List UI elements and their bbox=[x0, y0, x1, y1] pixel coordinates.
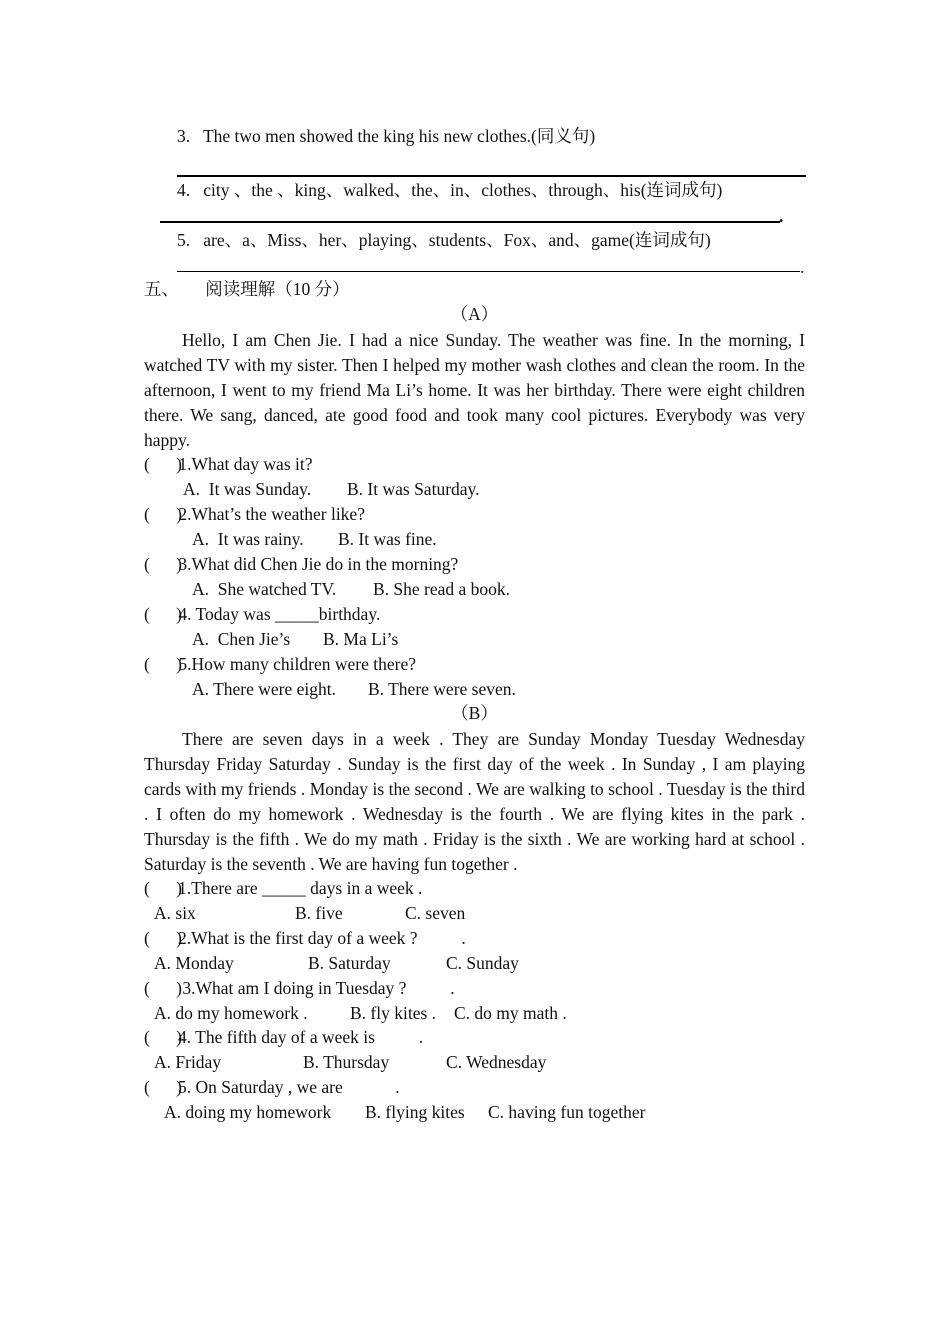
option-b[interactable]: B. There were seven. bbox=[368, 679, 516, 699]
b-options-2 bbox=[154, 952, 519, 974]
answer-blank[interactable]: ( ) bbox=[144, 454, 182, 474]
b-question-3 bbox=[144, 977, 455, 999]
option-a[interactable]: A. doing my homework bbox=[164, 1102, 332, 1122]
section-heading bbox=[144, 278, 350, 300]
q5-period: . bbox=[800, 257, 805, 277]
option-b[interactable]: B. Ma Li’s bbox=[323, 629, 399, 649]
b-options-1 bbox=[154, 902, 465, 924]
question-text: 3.What am I doing in Tuesday ? . bbox=[178, 978, 455, 998]
option-c[interactable]: C. having fun together bbox=[488, 1102, 646, 1122]
option-c[interactable]: C. Sunday bbox=[446, 953, 519, 973]
option-a[interactable]: A. Monday bbox=[154, 953, 234, 973]
option-b[interactable]: B. It was fine. bbox=[338, 529, 437, 549]
option-a[interactable]: A. six bbox=[154, 903, 196, 923]
option-a[interactable]: A. It was Sunday. bbox=[183, 479, 312, 499]
section-label: 五、 bbox=[144, 279, 179, 299]
answer-blank[interactable]: ( ) bbox=[144, 654, 182, 674]
q4-period: . bbox=[779, 206, 784, 226]
option-b[interactable]: B. Thursday bbox=[303, 1052, 390, 1072]
part-a-heading: （A） bbox=[450, 304, 499, 324]
rewrite-q5 bbox=[177, 229, 711, 251]
a-options-2 bbox=[192, 528, 437, 550]
a-question-4 bbox=[144, 603, 380, 625]
answer-blank[interactable]: ( ) bbox=[144, 1077, 182, 1097]
option-b[interactable]: B. It was Saturday. bbox=[347, 479, 480, 499]
a-options-1 bbox=[183, 478, 480, 500]
option-a[interactable]: A. Friday bbox=[154, 1052, 222, 1072]
b-question-4 bbox=[144, 1026, 423, 1048]
a-options-4 bbox=[192, 628, 398, 650]
part-b-heading: （B） bbox=[451, 703, 498, 723]
b-question-5 bbox=[144, 1076, 400, 1098]
b-options-5 bbox=[164, 1101, 645, 1123]
option-b[interactable]: B. fly kites . bbox=[350, 1003, 437, 1023]
b-options-4 bbox=[154, 1051, 546, 1073]
part-b-passage: There are seven days in a week . They are Sunday Monday Tuesday Wednesday Thursday Friday Saturday . Sunday is the first day of the week . In Sunday , I am playing cards with my friends . Monday is the second . We are walking to school . Tuesday is the third . I often do my homework . Wednesday is the fourth . We are flying kites in the park . Thursday is the fifth . We do my math . Friday is the sixth . We are working hard at school . Saturday is the seventh . We are having fun together . bbox=[144, 729, 805, 874]
option-c[interactable]: C. seven bbox=[405, 903, 466, 923]
question-text: 5.How many children were there? bbox=[174, 654, 416, 674]
answer-blank[interactable]: ( ) bbox=[144, 928, 182, 948]
b-question-1 bbox=[144, 877, 422, 899]
option-b[interactable]: B. five bbox=[295, 903, 343, 923]
q5-answer-line[interactable] bbox=[177, 271, 800, 272]
question-text: 2.What’s the weather like? bbox=[174, 504, 365, 524]
option-a[interactable]: A. It was rainy. bbox=[192, 529, 304, 549]
option-a[interactable]: A. There were eight. bbox=[192, 679, 336, 699]
option-a[interactable]: A. do my homework . bbox=[154, 1003, 308, 1023]
question-text: 1.What day was it? bbox=[174, 454, 313, 474]
option-a[interactable]: A. Chen Jie’s bbox=[192, 629, 291, 649]
answer-blank[interactable]: ( ) bbox=[144, 878, 182, 898]
option-c[interactable]: C. do my math . bbox=[454, 1003, 567, 1023]
answer-blank[interactable]: ( ) bbox=[144, 504, 182, 524]
answer-blank[interactable]: ( ) bbox=[144, 978, 182, 998]
b-question-2 bbox=[144, 927, 466, 949]
q3-answer-line[interactable] bbox=[177, 175, 806, 177]
b-options-3 bbox=[154, 1002, 567, 1024]
a-question-1 bbox=[144, 453, 313, 475]
a-options-5 bbox=[192, 678, 516, 700]
a-options-3 bbox=[192, 578, 510, 600]
option-a[interactable]: A. She watched TV. bbox=[192, 579, 337, 599]
question-text: 3.What did Chen Jie do in the morning? bbox=[174, 554, 459, 574]
option-b[interactable]: B. flying kites bbox=[365, 1102, 465, 1122]
answer-blank[interactable]: ( ) bbox=[144, 1027, 182, 1047]
option-b[interactable]: B. Saturday bbox=[308, 953, 391, 973]
q3-text: The two men showed the king his new clothes.(同义句) bbox=[202, 126, 596, 146]
rewrite-q3 bbox=[177, 125, 595, 147]
q4-text: city 、the 、king、walked、the、in、clothes、through、his(连词成句) bbox=[203, 180, 723, 200]
q4-number: 4. bbox=[177, 180, 191, 200]
answer-blank[interactable]: ( ) bbox=[144, 604, 182, 624]
question-text: 4. The fifth day of a week is . bbox=[178, 1027, 424, 1047]
rewrite-q4 bbox=[177, 179, 722, 201]
part-a-passage: Hello, I am Chen Jie. I had a nice Sunday. The weather was fine. In the morning, I watched TV with my sister. Then I helped my mother wash clothes and clean the room. In the afternoon, I went to my friend Ma Li’s home. It was her birthday. There were eight children there. We sang, danced, ate good food and took many cool pictures. Everybody was very happy. bbox=[144, 330, 805, 450]
a-question-2 bbox=[144, 503, 365, 525]
question-text: 5. On Saturday , we are . bbox=[178, 1077, 400, 1097]
q5-number: 5. bbox=[177, 230, 191, 250]
section-title: 阅读理解（10 分） bbox=[205, 279, 350, 299]
option-b[interactable]: B. She read a book. bbox=[373, 579, 511, 599]
answer-blank[interactable]: ( ) bbox=[144, 554, 182, 574]
question-text: 4. Today was _____birthday. bbox=[174, 604, 381, 624]
option-c[interactable]: C. Wednesday bbox=[446, 1052, 547, 1072]
question-text: 2.What is the first day of a week ? . bbox=[178, 928, 466, 948]
a-question-3 bbox=[144, 553, 458, 575]
a-question-5 bbox=[144, 653, 416, 675]
q5-text: are、a、Miss、her、playing、students、Fox、and、game(连词成句) bbox=[203, 230, 711, 250]
question-text: 1.There are _____ days in a week . bbox=[178, 878, 423, 898]
q3-number: 3. bbox=[177, 126, 191, 146]
q4-answer-line[interactable] bbox=[160, 221, 780, 223]
